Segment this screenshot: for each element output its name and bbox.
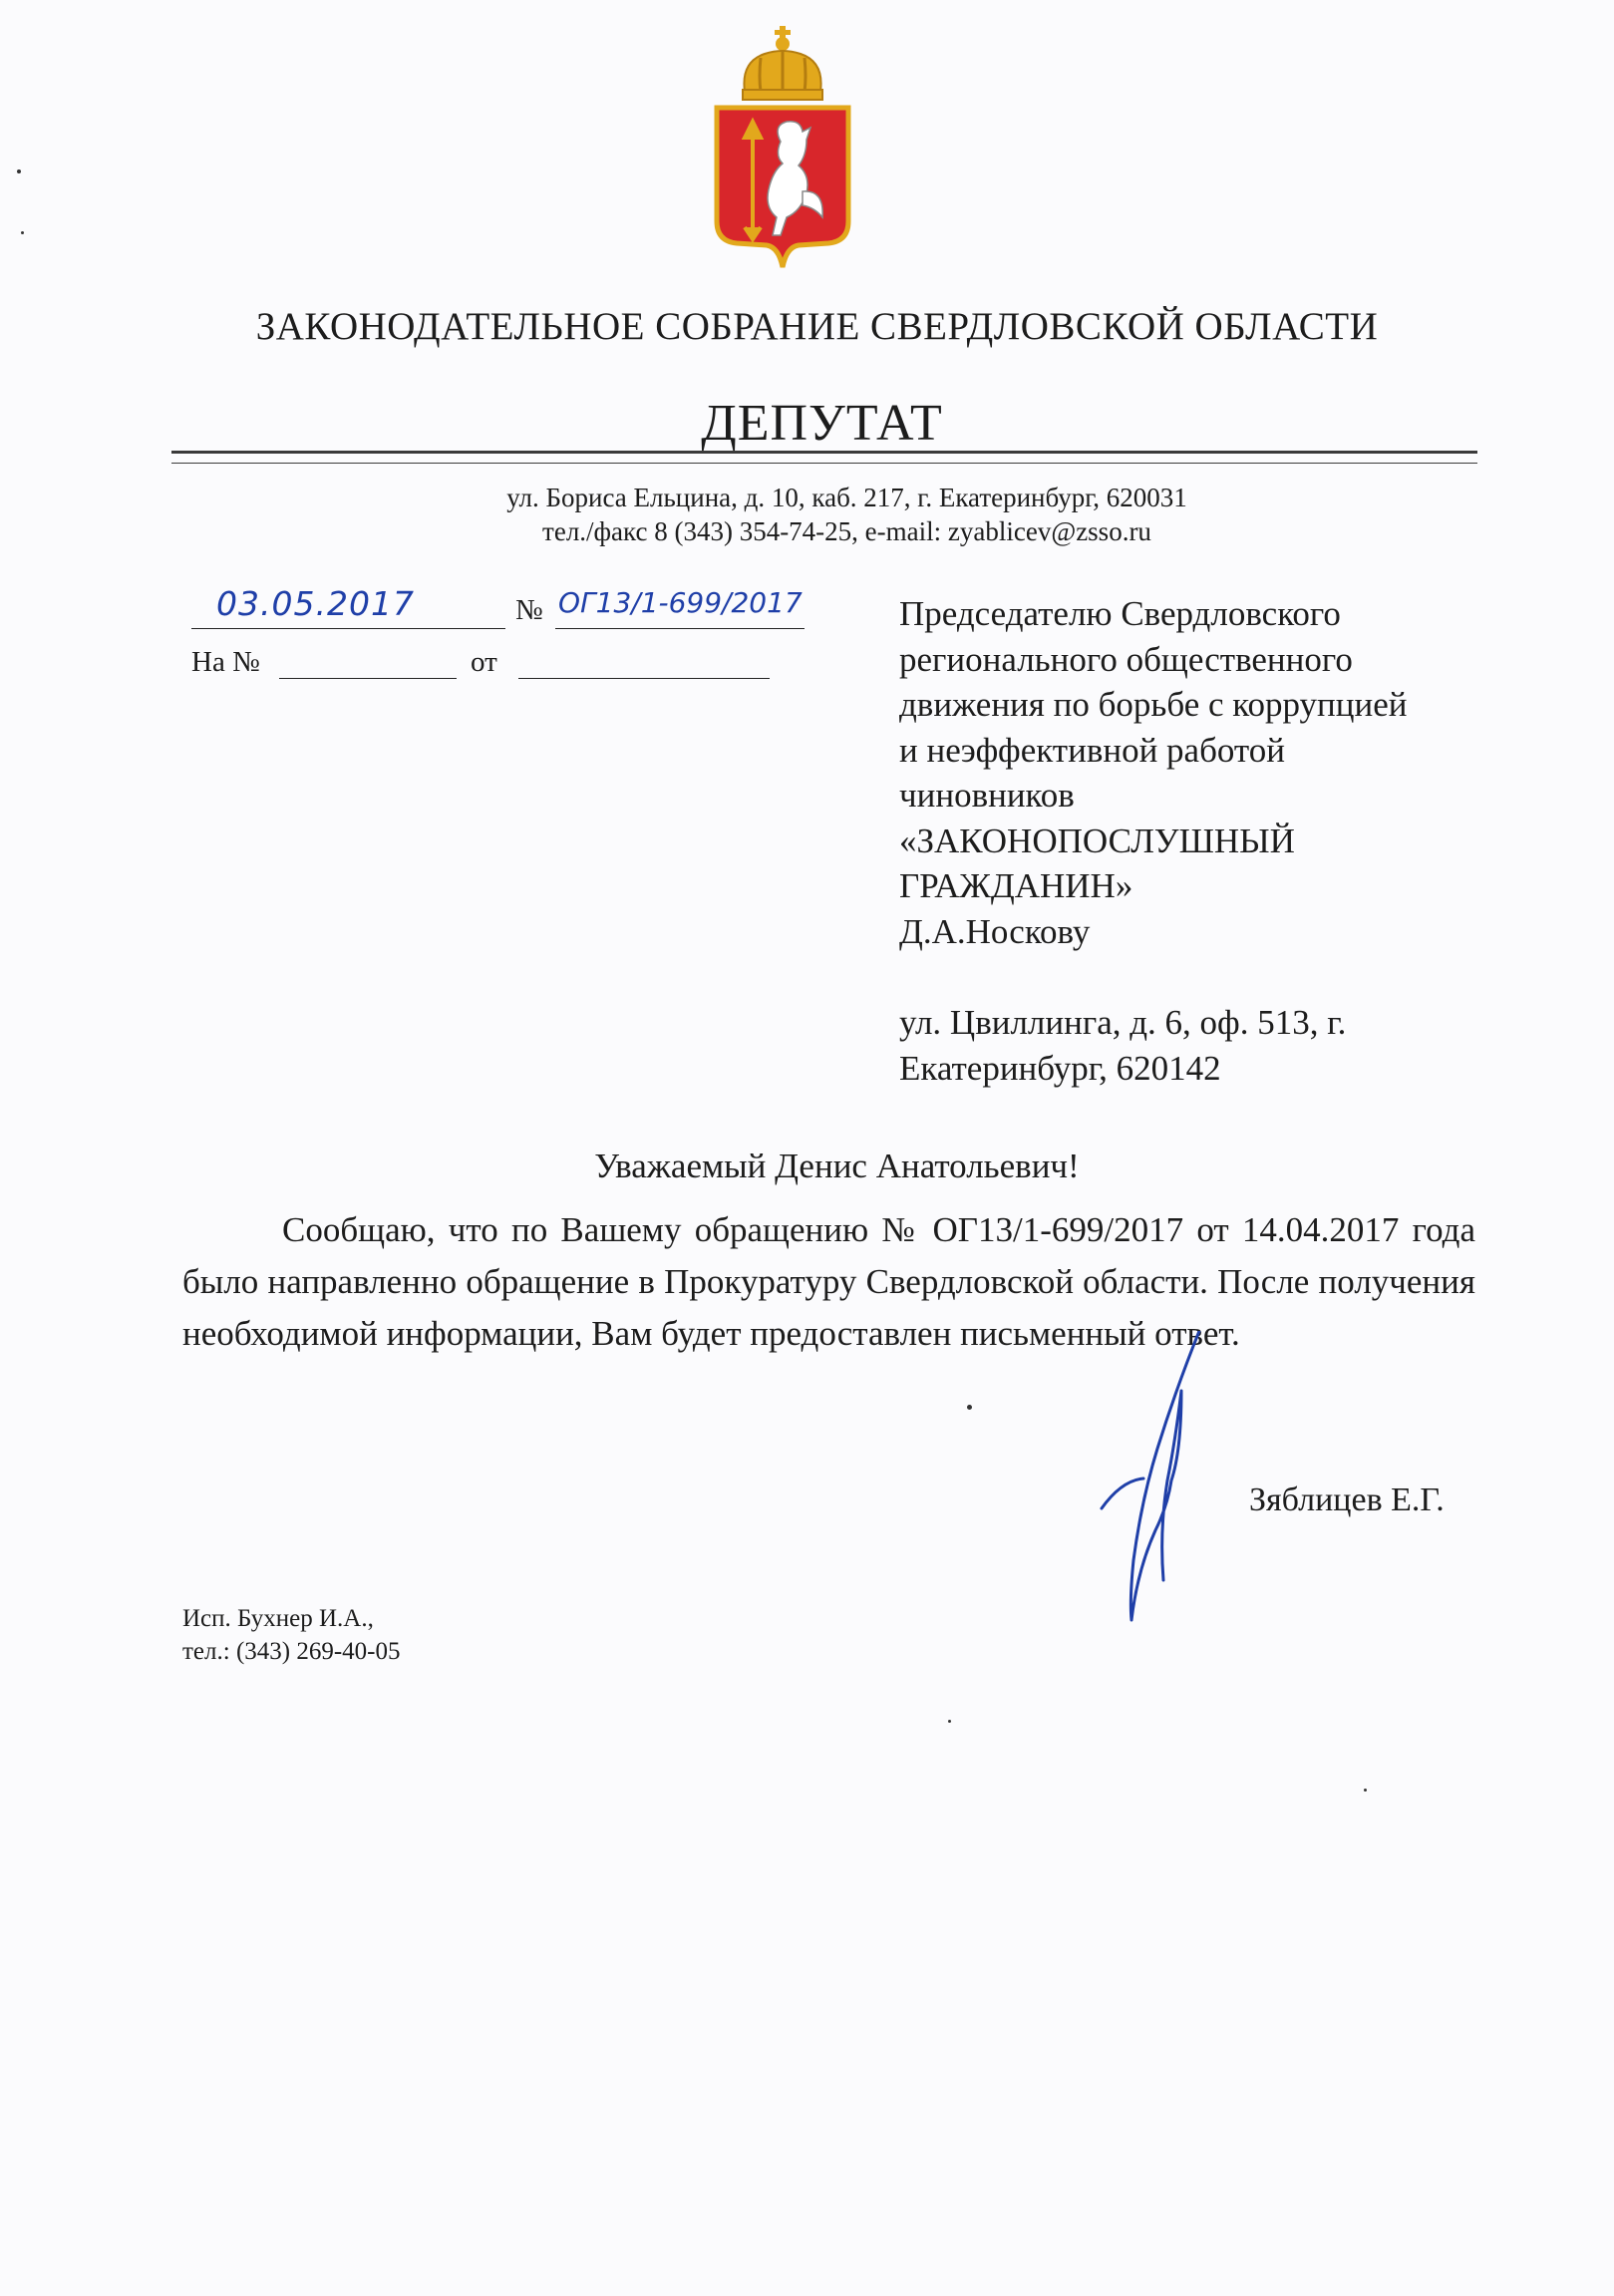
number-sign: № — [515, 594, 543, 626]
addressee-address-line: Екатеринбург, 620142 — [899, 1048, 1221, 1088]
signature-icon — [1072, 1331, 1231, 1625]
addressee-line: чиновников — [899, 776, 1075, 815]
handwritten-number: ОГ13/1-699/2017 — [558, 586, 803, 619]
from-label: от — [471, 646, 497, 678]
number-underline — [555, 628, 805, 629]
document-title: ДЕПУТАТ — [701, 395, 943, 452]
scan-speck — [948, 1720, 951, 1723]
scan-speck — [967, 1405, 972, 1410]
addressee-line: Д.А.Носкову — [899, 911, 1091, 951]
from-underline — [518, 678, 770, 679]
on-number-label: На № — [191, 646, 260, 678]
addressee-line: ГРАЖДАНИН» — [899, 866, 1133, 905]
crown-icon — [743, 26, 822, 100]
header-divider — [171, 451, 1477, 464]
date-underline — [191, 628, 505, 629]
addressee-line: Председателю Свердловского — [899, 594, 1341, 633]
addressee-line: и неэффективной работой — [899, 730, 1285, 770]
addressee-address-line: ул. Цвиллинга, д. 6, оф. 513, г. — [899, 1003, 1347, 1042]
greeting: Уважаемый Денис Анатольевич! — [594, 1147, 1080, 1185]
scan-speck — [21, 231, 24, 234]
handwritten-date: 03.05.2017 — [216, 584, 415, 623]
executor-name: Исп. Бухнер И.А., — [182, 1605, 374, 1632]
scan-speck — [1364, 1789, 1367, 1792]
sender-contacts: тел./факс 8 (343) 354-74-25, e-mail: zyablicev@zsso.ru — [542, 516, 1151, 546]
letter-body: Сообщаю, что по Вашему обращению № ОГ13/1-699/2017 от 14.04.2017 года было направленно обращение в Прокуратуру Свердловской области. После получения необходимой информации, Вам будет предоставлен письменный ответ. — [182, 1210, 1475, 1353]
on-number-underline — [279, 678, 457, 679]
outgoing-reference — [191, 584, 809, 634]
addressee-line: регионального общественного — [899, 639, 1353, 679]
scan-speck — [17, 169, 21, 173]
spacer — [899, 954, 1497, 1000]
coat-of-arms-icon — [703, 22, 862, 271]
executor-info — [182, 1602, 401, 1668]
sender-address: ул. Бориса Ельцина, д. 10, каб. 217, г. Екатеринбург, 620031 — [506, 483, 1187, 512]
executor-phone: тел.: (343) 269-40-05 — [182, 1638, 401, 1665]
organization-name: ЗАКОНОДАТЕЛЬНОЕ СОБРАНИЕ СВЕРДЛОВСКОЙ ОБЛАСТИ — [255, 305, 1379, 348]
signer-name: Зяблицев Е.Г. — [1249, 1481, 1445, 1518]
addressee-block — [899, 591, 1497, 1091]
incoming-reference — [191, 646, 809, 686]
addressee-line: движения по борьбе с коррупцией — [899, 685, 1408, 724]
addressee-line: «ЗАКОНОПОСЛУШНЫЙ — [899, 820, 1295, 860]
